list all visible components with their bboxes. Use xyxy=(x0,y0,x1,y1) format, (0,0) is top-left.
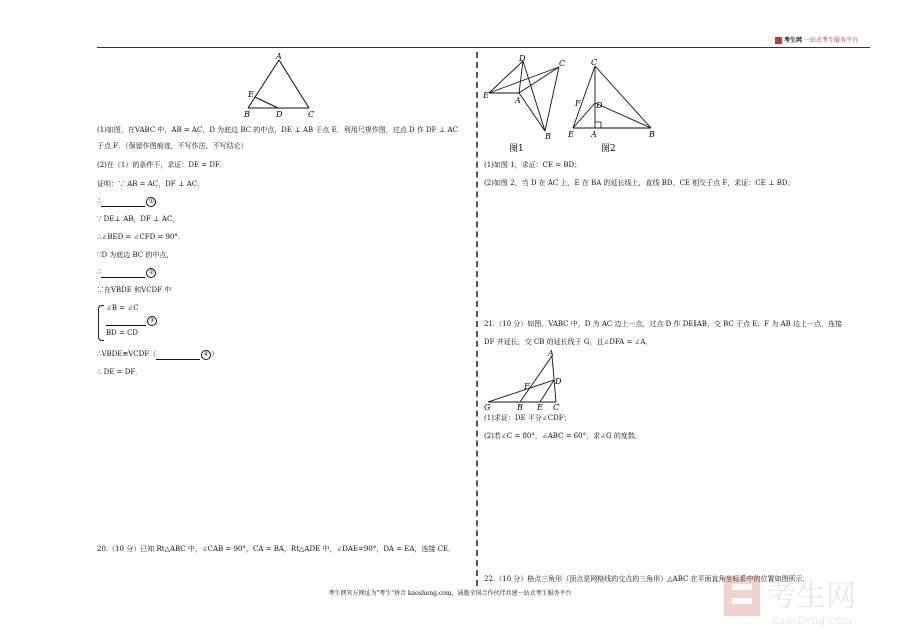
footer-text: 考生网官方网址为"考生"拼音 kaosheng.com，诚邀全国合作伙伴共建一站式考生服务平台 xyxy=(328,590,572,597)
label-a: A xyxy=(276,52,282,61)
brace-line-1: ∠B = ∠C xyxy=(106,304,139,312)
figure-2 xyxy=(565,58,665,154)
proof-step2: ∴ ② xyxy=(97,268,156,278)
circle-label-2: ② xyxy=(146,268,156,278)
q19-part1-line2: 于点 F．（保留作图痕迹，不写作法，不写结论） xyxy=(97,142,248,150)
fig3-label-e: E xyxy=(537,403,543,412)
fig1-label-b: B xyxy=(545,132,551,141)
fig1-label-d: D xyxy=(519,55,526,63)
proof-intro: 证明：∵ AB = AC，DF ⊥ AC， xyxy=(97,180,205,188)
label-d: D xyxy=(276,110,283,119)
fig2-label-b: B xyxy=(649,130,655,139)
proof-d-midpoint: ∵D 为底边 BC 的中点， xyxy=(97,251,174,259)
fig3-label-b: B xyxy=(517,403,523,412)
fig3-label-a: A xyxy=(548,350,554,358)
q21-part1: (1)求证：DE 平分∠CDF； xyxy=(484,414,571,422)
watermark-cn: 考生网 xyxy=(766,579,856,614)
fig2-label-a: A xyxy=(591,130,597,139)
brace-line-2 xyxy=(106,316,157,326)
q21-part2: (2)若∠C = 80°，∠ABC = 60°，求∠G 的度数． xyxy=(484,432,642,440)
proof-in-triangles: ∵在VBDE 和VCDF 中 xyxy=(97,286,172,294)
proof-angles: ∴∠BED = ∠CFD = 90°． xyxy=(97,233,185,241)
fig1-label-a: A xyxy=(515,96,521,105)
fig3-label-d: D xyxy=(555,377,562,386)
fig3-label-g: G xyxy=(484,403,491,412)
kaosheng-logo-icon xyxy=(775,37,782,44)
watermark-en: kaosheng.com xyxy=(772,614,852,627)
fig3-label-c: C xyxy=(553,403,560,412)
fig2-label-f: F xyxy=(575,99,581,108)
q20-part2: (2)如图 2，当 D 在 AC 上，E 在 BA 的延长线上，直线 BD、CE 相交于点 F，求证：CE ⊥ BD； xyxy=(484,179,795,187)
q21-line2: DF 并延长，交 CB 的延长线于 G，且∠DFA = ∠A． xyxy=(484,338,653,346)
fig2-label-c: C xyxy=(591,58,598,67)
label-b: B xyxy=(244,110,250,119)
q20-statement: 20.（10 分）已知 Rt△ABC 中，∠CAB = 90°，CA = BA，Rt△ADE 中，∠DAE=90°，DA = EA，连接 CE． xyxy=(97,545,456,553)
triangle-abc-figure xyxy=(236,50,326,120)
proof-congruent: ∴VBDE≌VCDF（ ④ ） xyxy=(97,350,219,358)
system-brace xyxy=(98,305,104,341)
fig2-label-d: D xyxy=(596,101,603,110)
brace-line-3: BD = CD xyxy=(106,329,139,337)
header-rule xyxy=(97,47,870,48)
figure-1 xyxy=(483,55,573,153)
label-c: C xyxy=(308,110,315,119)
q22-statement: 22.（10 分）格点三角形（顶点是网格线的交点的三角形）△ABC 在平面直角坐标系中的位置如图所示． xyxy=(484,575,810,583)
answer-blank-2[interactable] xyxy=(101,269,145,278)
header-logo: 考生网 一站式考生服务平台 xyxy=(775,35,858,44)
q19-part2: (2)在（1）的条件下，求证：DE = DF． xyxy=(97,161,227,169)
fig3-label-f: F xyxy=(524,382,530,391)
figure-3 xyxy=(482,350,572,412)
fig1-caption: 图1 xyxy=(509,144,524,153)
watermark xyxy=(722,570,872,630)
answer-blank-4[interactable] xyxy=(156,351,200,360)
fig1-label-c: C xyxy=(559,59,566,68)
header-slogan: 一站式考生服务平台 xyxy=(803,37,858,44)
proof-since-de: ∵ DE⊥ AB，DF ⊥ AC， xyxy=(97,215,180,223)
proof-step1: ∴ ① xyxy=(97,197,156,207)
fig2-caption: 图2 xyxy=(601,144,616,154)
fig1-label-e: E xyxy=(483,91,489,100)
q21-line1: 21.（10 分）如图，VABC 中，D 为 AC 边上一点，过点 D 作 DE∥AB，交 BC 于点 E；F 为 AB 边上一点，连接 xyxy=(484,320,843,328)
q20-part1: (1)如图 1，求证：CE = BD； xyxy=(484,161,582,169)
answer-blank-3[interactable] xyxy=(106,317,146,326)
circle-label-3: ③ xyxy=(147,316,157,326)
label-e: E xyxy=(248,90,254,99)
circle-label-1: ① xyxy=(146,197,156,207)
column-divider xyxy=(476,52,478,586)
fig2-label-e: E xyxy=(568,130,574,139)
q19-part1-line1: (1)如图，在VABC 中，AB = AC，D 为底边 BC 的中点，DE ⊥ AB 于点 E．利用尺规作图，过点 D 作 DF ⊥ AC xyxy=(97,126,458,134)
proof-conclusion: ∴ DE = DF． xyxy=(97,368,143,376)
watermark-logo-icon xyxy=(722,570,872,630)
circle-label-4: ④ xyxy=(201,350,211,360)
answer-blank-1[interactable] xyxy=(101,198,145,207)
